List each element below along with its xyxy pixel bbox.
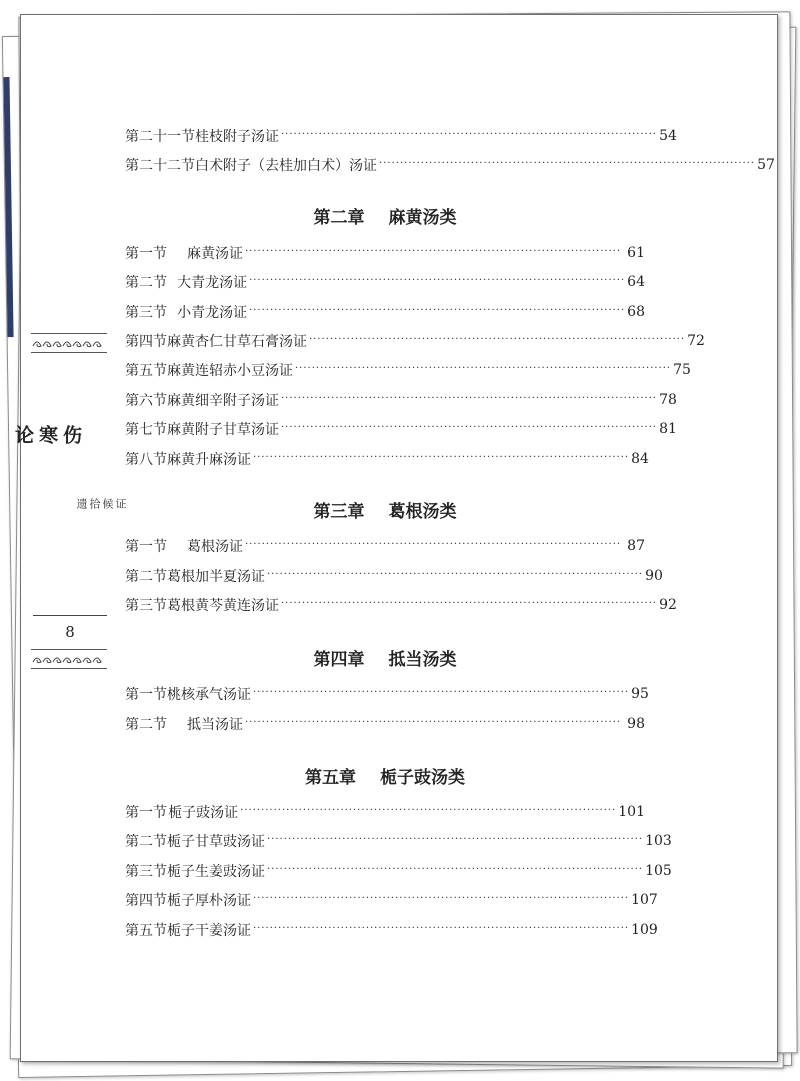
section-number: 第五节 xyxy=(125,923,167,939)
section-title: 栀子干姜汤证 xyxy=(167,923,251,939)
section-title: 桂枝附子汤证 xyxy=(195,129,279,145)
toc-entry[interactable] xyxy=(125,125,677,147)
toc-entry[interactable] xyxy=(125,889,658,911)
leader-dots: ·························································································· xyxy=(245,539,622,550)
chapter-title: 葛根汤类 xyxy=(388,502,457,522)
toc-entry[interactable] xyxy=(125,154,775,176)
section-number: 第二节 xyxy=(125,275,167,291)
spine-edge xyxy=(4,77,14,337)
book-title-vertical: 伤寒论 xyxy=(12,425,82,444)
toc-entry[interactable] xyxy=(125,683,649,705)
section-number: 第二节 xyxy=(125,569,167,585)
chapter-title: 麻黄汤类 xyxy=(388,208,457,228)
toc-entry[interactable] xyxy=(125,594,677,616)
section-title: 栀子厚朴汤证 xyxy=(167,893,251,909)
chapter-heading xyxy=(125,497,645,522)
leader-dots: ·························································································· xyxy=(240,805,617,816)
chapter-number: 第二章 xyxy=(313,208,365,228)
page-ref: 101 xyxy=(618,804,645,820)
leader-dots: ·························································································· xyxy=(281,422,658,433)
chapter-heading xyxy=(125,203,645,228)
section-number: 第二十二节 xyxy=(125,158,195,174)
book-page xyxy=(12,14,778,1062)
toc-entry[interactable] xyxy=(125,830,672,852)
toc-entry[interactable] xyxy=(125,801,645,823)
toc-entry[interactable] xyxy=(125,389,677,411)
page-number-rule xyxy=(33,615,107,616)
section-number: 第三节 xyxy=(125,598,167,614)
section-title: 麻黄附子甘草汤证 xyxy=(167,422,279,438)
section-title: 葛根汤证 xyxy=(187,539,243,555)
toc-entry[interactable] xyxy=(125,418,677,440)
book-subtitle-vertical: 证候拾遗 xyxy=(75,498,127,509)
section-number: 第五节 xyxy=(125,363,167,379)
leader-dots: ·························································································· xyxy=(253,452,630,463)
section-number: 第三节 xyxy=(125,864,167,880)
leader-dots: ·························································································· xyxy=(281,393,658,404)
page-ref: 90 xyxy=(645,568,663,584)
page-ref: 61 xyxy=(627,245,645,261)
leader-dots: ·························································································· xyxy=(309,334,686,345)
section-title: 白术附子（去桂加白术）汤证 xyxy=(195,158,377,174)
toc-entry[interactable] xyxy=(125,271,645,293)
leader-dots: ·························································································· xyxy=(249,275,626,286)
page-ref: 75 xyxy=(673,362,691,378)
page-ref: 68 xyxy=(627,304,645,320)
leader-dots: ·························································································· xyxy=(295,363,672,374)
page-ref: 92 xyxy=(659,597,677,613)
section-title: 葛根黄芩黄连汤证 xyxy=(167,598,279,614)
section-title: 麻黄细辛附子汤证 xyxy=(167,393,279,409)
chapter-number: 第三章 xyxy=(313,502,365,522)
page-ref: 57 xyxy=(757,157,775,173)
section-title: 麻黄杏仁甘草石膏汤证 xyxy=(167,334,307,350)
cloud-pattern-icon xyxy=(31,652,107,666)
chapter-heading xyxy=(125,763,645,788)
page-ref: 72 xyxy=(687,333,705,349)
leader-dots: ·························································································· xyxy=(253,893,630,904)
section-number: 第四节 xyxy=(125,334,167,350)
leader-dots: ·························································································· xyxy=(245,717,622,728)
toc-entry[interactable] xyxy=(125,301,645,323)
section-number: 第六节 xyxy=(125,393,167,409)
leader-dots: ·························································································· xyxy=(267,569,644,580)
section-title: 栀子生姜豉汤证 xyxy=(167,864,265,880)
toc-entry[interactable] xyxy=(125,535,645,557)
chapter-title: 抵当汤类 xyxy=(388,650,457,670)
section-number: 第二节 xyxy=(125,717,167,733)
section-title: 麻黄升麻汤证 xyxy=(167,452,251,468)
cloud-pattern-icon xyxy=(31,336,107,350)
page-ref: 98 xyxy=(627,716,645,732)
section-number: 第一节 xyxy=(125,246,167,262)
toc-entry[interactable] xyxy=(125,713,645,735)
leader-dots: ·························································································· xyxy=(253,923,630,934)
toc-entry[interactable] xyxy=(125,860,672,882)
toc-entry[interactable] xyxy=(125,242,645,264)
chapter-heading xyxy=(125,645,645,670)
chapter-title: 栀子豉汤类 xyxy=(380,768,465,788)
toc-entry[interactable] xyxy=(125,330,705,352)
section-title: 栀子甘草豉汤证 xyxy=(167,834,265,850)
section-title: 桃核承气汤证 xyxy=(167,687,251,703)
page-ref: 84 xyxy=(631,451,649,467)
leader-dots: ·························································································· xyxy=(245,246,622,257)
cloud-ornament-top xyxy=(31,333,107,353)
section-number: 第四节 xyxy=(125,893,167,909)
page-ref: 105 xyxy=(645,863,672,879)
section-title: 葛根加半夏汤证 xyxy=(167,569,265,585)
toc-entry[interactable] xyxy=(125,919,658,941)
chapter-number: 第四章 xyxy=(313,650,365,670)
cloud-ornament-bottom xyxy=(31,649,107,669)
section-title: 麻黄连轺赤小豆汤证 xyxy=(167,363,293,379)
section-number: 第七节 xyxy=(125,422,167,438)
page-number: 8 xyxy=(65,623,75,641)
section-number: 第二十一节 xyxy=(125,129,195,145)
chapter-number: 第五章 xyxy=(305,768,356,788)
toc-entry[interactable] xyxy=(125,359,691,381)
page-ref: 54 xyxy=(659,128,677,144)
section-number: 第八节 xyxy=(125,452,167,468)
section-title: 麻黄汤证 xyxy=(187,246,243,262)
section-number: 第二节 xyxy=(125,834,167,850)
section-title: 小青龙汤证 xyxy=(177,305,248,321)
section-title: 栀子豉汤证 xyxy=(168,805,239,821)
page-ref: 107 xyxy=(631,892,658,908)
leader-dots: ·························································································· xyxy=(267,834,644,845)
page-ref: 103 xyxy=(645,833,672,849)
section-title: 抵当汤证 xyxy=(187,717,243,733)
leader-dots: ·························································································· xyxy=(267,864,644,875)
page-ref: 109 xyxy=(631,922,658,938)
leader-dots: ·························································································· xyxy=(249,305,626,316)
page-ref: 87 xyxy=(627,538,645,554)
leader-dots: ·························································································· xyxy=(253,687,630,698)
leader-dots: ·························································································· xyxy=(379,158,756,169)
leader-dots: ·························································································· xyxy=(281,598,658,609)
page-ref: 81 xyxy=(659,421,677,437)
section-title: 大青龙汤证 xyxy=(177,275,248,291)
section-number: 第一节 xyxy=(125,539,167,555)
page-ref: 64 xyxy=(627,274,645,290)
page-ref: 78 xyxy=(659,392,677,408)
section-number: 第三节 xyxy=(125,305,167,321)
section-number: 第一节 xyxy=(125,687,167,703)
section-number: 第一节 xyxy=(125,805,167,821)
page-ref: 95 xyxy=(631,686,649,702)
toc-entry[interactable] xyxy=(125,565,663,587)
leader-dots: ·························································································· xyxy=(281,129,658,140)
toc-entry[interactable] xyxy=(125,448,649,470)
